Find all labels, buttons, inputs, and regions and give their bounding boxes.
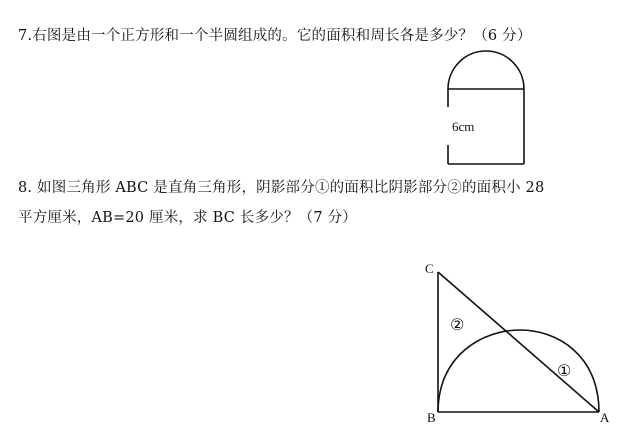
question-7-text: 7.右图是由一个正方形和一个半圆组成的。它的面积和周长各是多少？（6 分）: [18, 28, 532, 44]
question-8-line-2: 平方厘米，AB=20 厘米，求 BC 长多少？（7 分）: [18, 210, 358, 226]
side-length-label: 6cm: [452, 119, 475, 134]
hypotenuse-ca: [438, 272, 599, 412]
semicircle-arc: [448, 51, 524, 89]
vertex-c-label: C: [425, 261, 434, 276]
question-8-line-1: 8. 如图三角形 ABC 是直角三角形，阴影部分①的面积比阴影部分②的面积小 28: [18, 180, 545, 196]
region-2-label: ②: [450, 315, 465, 334]
vertex-b-label: B: [427, 410, 436, 425]
region-1-label: ①: [557, 361, 572, 380]
vertex-a-label: A: [600, 410, 610, 425]
right-triangle-figure: [425, 261, 610, 425]
square-semicircle-figure: [448, 51, 524, 164]
